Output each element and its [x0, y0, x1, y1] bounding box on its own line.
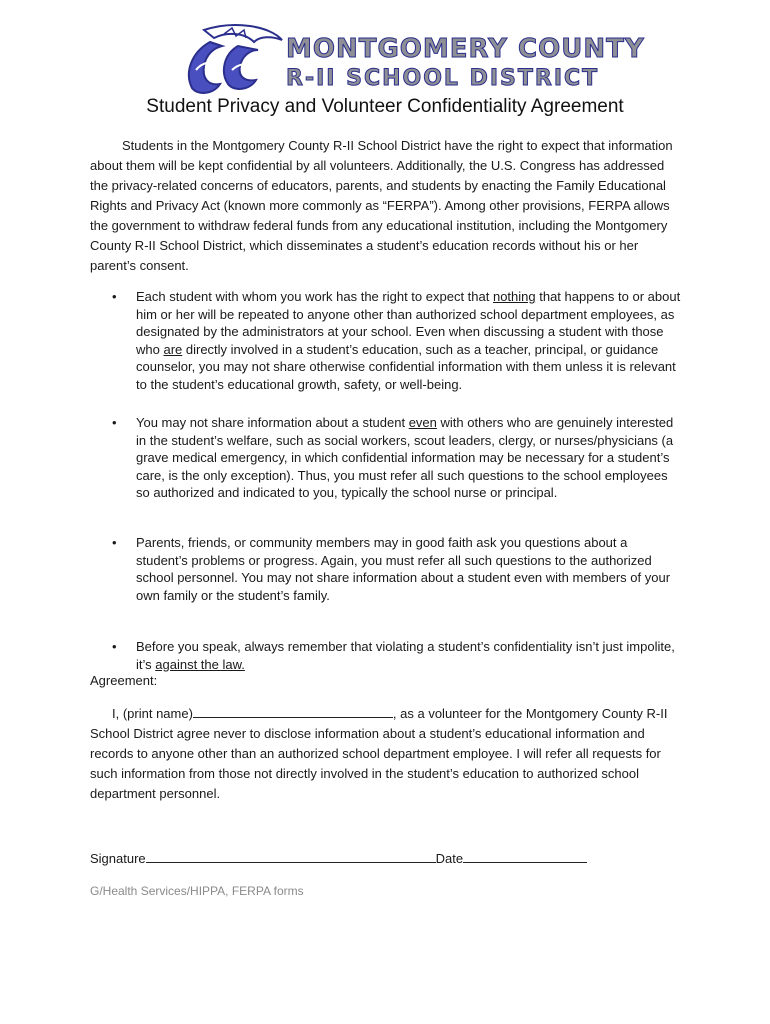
district-logo-header [174, 22, 645, 102]
list-item-text: Each student with whom you work has the right to expect that nothing that happens to or about him or her will be repeated to anyone other than authorized school department employees, as designated by the administrators at your school. Even when discussing a student with those who are directly involved in a student’s education, such as a teacher, principal, or guidance counselor, you may not share otherwise confidential information with them unless it is relevant to the student’s educational growth, safety, or well-being. [136, 289, 681, 392]
list-item-text: You may not share information about a student even with others who are genuinely interested in the student’s welfare, such as social workers, scout leaders, clergy, or nurses/physicians (a grave medical emergency, in which confidential information may be necessary for a student’s care, is the only exception). Thus, you must refer all such questions to the school employees so authorized and indicated to you, typically the school nurse or principal. [136, 415, 674, 501]
page-title: Student Privacy and Volunteer Confidentiality Agreement [146, 96, 624, 117]
bullet-icon: • [112, 535, 117, 550]
district-name-line1: MONTGOMERY COUNTY [286, 34, 645, 64]
signature-label: Signature [90, 851, 146, 866]
signature-field[interactable] [146, 850, 436, 863]
bullet-icon: • [112, 415, 117, 430]
wildcat-logo-icon [174, 22, 286, 98]
list-item-text: Parents, friends, or community members may in good faith ask you questions about a student’s problems or progress. Again, you must refer all such questions to the authorized school personnel. You may not share information about a student even with members of your own family or the student’s family. [136, 535, 671, 603]
date-label: Date [435, 851, 464, 866]
intro-paragraph: Students in the Montgomery County R-II School District have the right to expect that information about them will be kept confidential by all volunteers. Additionally, the U.S. Congress has addressed the privacy-related concerns of educators, parents, and students by enacting the Family Educational Rights and Privacy Act (known more commonly as “FERPA”). Among other provisions, FERPA allows the government to withdraw federal funds from any educational institution, including the Montgomery County R-II School District, which disseminates a student’s education records without his or her parent’s consent. [90, 138, 673, 273]
date-field[interactable] [463, 850, 587, 863]
print-name-field[interactable] [193, 705, 393, 718]
bullet-icon: • [112, 639, 117, 654]
agreement-paragraph: I, (print name) , as a volunteer for the Montgomery County R-II School District agree never to disclose information about a student’s educational information and records to anyone other than an authorized school department employee. I will refer all requests for such information from those not directly involved in the student’s education to authorized school department personnel. [90, 706, 668, 801]
agreement-label: Agreement: [90, 673, 158, 688]
list-item-text: Before you speak, always remember that violating a student’s confidentiality isn’t just impolite, it’s against the law. [136, 639, 675, 672]
footer-path: G/Health Services/HIPPA, FERPA forms [90, 884, 304, 898]
signature-line [90, 850, 587, 868]
bullet-icon: • [112, 289, 117, 304]
district-name-line2: R-II SCHOOL DISTRICT [286, 66, 600, 91]
